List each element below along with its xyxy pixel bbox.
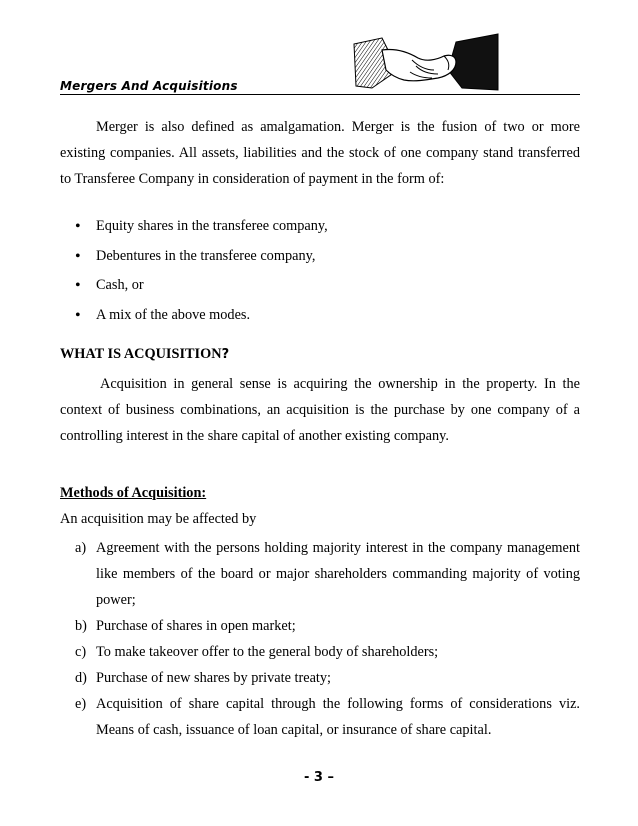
list-item-text: Acquisition of share capital through the following forms of considerations viz. Means of cash, issuance of loan capital, or insurance of share capital.: [96, 696, 580, 738]
list-item: [60, 535, 580, 613]
list-item: • Cash, or: [60, 271, 580, 301]
section-heading-methods: Methods of Acquisition:: [60, 485, 207, 501]
section-heading-acquisition: [60, 346, 229, 363]
list-item-text: Agreement with the persons holding majority interest in the company management like members of the board or major shareholders commanding majority of voting power;: [96, 540, 580, 608]
acquisition-paragraph: Acquisition in general sense is acquiring the ownership in the property. In the context of business combinations, an acquisition is the purchase by one company of a controlling interest in the share capital of another existing company.: [60, 376, 580, 444]
methods-lead: An acquisition may be affected by: [60, 511, 257, 527]
list-marker: c): [75, 644, 87, 660]
list-item-text: To make takeover offer to the general body of shareholders;: [96, 644, 439, 660]
heading-text: WHAT IS ACQUISITION: [60, 346, 222, 362]
page-number: - 3 –: [304, 770, 334, 785]
list-item-text: Purchase of shares in open market;: [96, 618, 296, 634]
header-rule: [60, 94, 580, 95]
list-item: [60, 639, 580, 665]
list-item: • Equity shares in the transferee company,: [60, 212, 580, 242]
methods-list: [60, 535, 580, 743]
list-item-text: Purchase of new shares by private treaty;: [96, 670, 332, 686]
heading-question-mark: ?: [221, 347, 230, 362]
payment-forms-list: [60, 212, 580, 330]
list-item: [60, 665, 580, 691]
intro-paragraph: Merger is also defined as amalgamation. Merger is the fusion of two or more existing companies. All assets, liabilities and the stock of one company stand transferred to Transferee Company in consideration of payment in the form of:: [60, 119, 580, 187]
list-marker: e): [75, 696, 87, 712]
list-item: • Debentures in the transferee company,: [60, 242, 580, 272]
running-header-title: Mergers And Acquisitions: [60, 79, 238, 93]
list-item: [60, 691, 580, 743]
list-item: • A mix of the above modes.: [60, 301, 580, 331]
list-marker: a): [75, 540, 87, 556]
list-marker: b): [75, 618, 87, 634]
handshake-illustration: [352, 30, 500, 96]
list-item: [60, 613, 580, 639]
list-marker: d): [75, 670, 87, 686]
